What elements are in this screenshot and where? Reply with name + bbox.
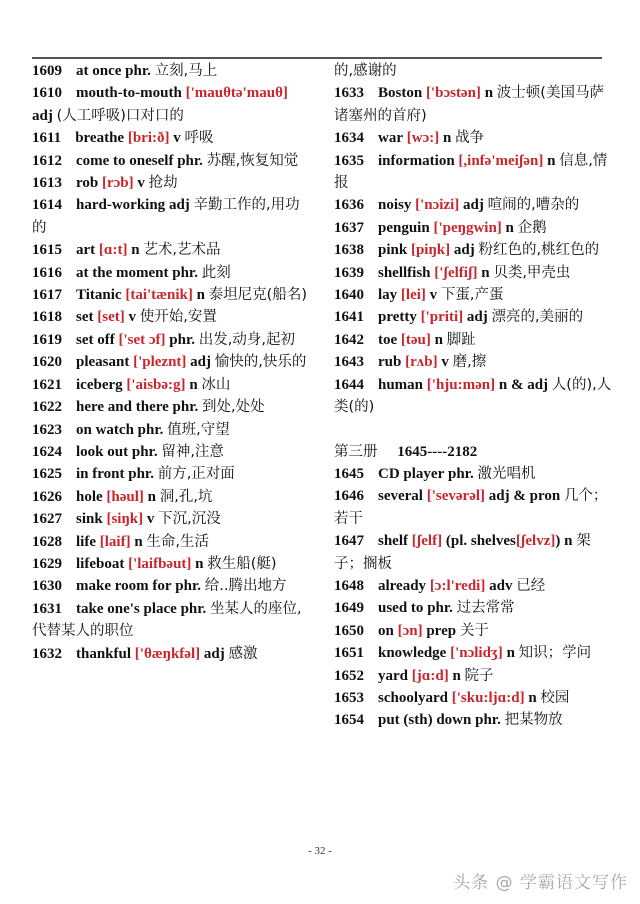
entry-meaning: 校园	[540, 689, 570, 706]
entry-meaning: 愉快的,快乐的	[214, 354, 307, 371]
entry-word: at once	[76, 63, 122, 79]
entry-part-of-speech: n	[442, 130, 452, 147]
entry-part-of-speech: n	[505, 219, 514, 236]
entry-phonetic: ['peŋgwin]	[433, 219, 502, 236]
entry-phonetic: [ʃelf]	[411, 533, 443, 550]
vocab-entry	[32, 60, 310, 82]
entry-meaning: 人(的),人类(的)	[334, 376, 612, 416]
entry-part-of-speech: phr.	[177, 152, 203, 169]
vocab-entry	[334, 306, 616, 328]
entry-meaning: 泰坦尼克(船名)	[208, 287, 307, 304]
entry-part-of-speech: adj	[466, 309, 488, 326]
entry-word: pretty	[378, 309, 417, 326]
entry-part-of-speech: adj & pron	[488, 488, 561, 505]
entry-meaning: 冰山	[201, 376, 231, 393]
vocab-entry	[334, 642, 616, 664]
entry-phonetic: ['bɔstən]	[425, 85, 481, 102]
entry-part-of-speech: phr.	[169, 331, 196, 348]
entry-phonetic: [,infə'meiʃən]	[458, 152, 544, 169]
entry-word: on	[378, 622, 394, 639]
continuation-text: 的,感谢的	[334, 63, 397, 79]
entry-meaning: 贝类,甲壳虫	[493, 264, 571, 281]
entry-word: art	[76, 242, 96, 259]
entry-number: 1631	[32, 600, 62, 617]
vocab-entry	[334, 284, 616, 306]
entry-number: 1629	[32, 555, 62, 572]
entry-part-of-speech: phr.	[175, 578, 201, 595]
entry-word: CD player	[378, 465, 445, 482]
entry-meaning: 救生船(艇)	[207, 555, 277, 572]
entry-part-of-speech: phr.	[172, 264, 198, 281]
left-column	[32, 60, 310, 665]
entry-part-of-speech: phr.	[448, 465, 474, 482]
entry-meaning: 给..腾出地方	[204, 578, 287, 595]
vocab-entry	[334, 262, 616, 284]
entry-number: 1636	[334, 197, 364, 214]
entry-meaning: 波士顿(美国马萨诸塞州的首府)	[334, 85, 604, 124]
entry-word: war	[378, 130, 403, 147]
entry-number: 1643	[334, 354, 364, 371]
entry-number: 1609	[32, 63, 62, 79]
entry-part-of-speech: n	[434, 331, 443, 348]
entry-phonetic: ['hju:mən]	[426, 376, 496, 393]
entry-number: 1626	[32, 488, 62, 505]
vocab-entry	[32, 575, 310, 597]
entry-part-of-speech: n	[196, 287, 205, 304]
entry-meaning: 下沉,沉没	[158, 511, 221, 528]
entry-meaning: 前方,正对面	[157, 466, 235, 483]
entry-part-of-speech: n	[189, 376, 198, 393]
vocab-entry	[334, 597, 616, 619]
vocab-entry	[32, 419, 310, 441]
entry-word: put (sth) down	[378, 712, 472, 729]
vocab-entry	[32, 374, 310, 396]
vocab-entry	[334, 217, 616, 239]
entry-word: pink	[378, 242, 408, 259]
entry-word: human	[378, 376, 424, 393]
entry-part-of-speech: n	[528, 689, 537, 706]
entry-number: 1649	[334, 600, 364, 617]
entry-meaning: 几个；若干	[334, 488, 608, 527]
entry-phonetic: ['mauθtə'mauθ]	[185, 85, 288, 102]
entry-word: lay	[378, 287, 398, 304]
entry-number: 1632	[32, 645, 62, 662]
vocab-entry	[32, 441, 310, 463]
vocab-entry	[334, 665, 616, 687]
entry-phonetic: [lei]	[400, 287, 426, 304]
entry-word: look out	[76, 443, 129, 460]
entry-phonetic: [bri:ð]	[127, 130, 170, 147]
entry-word: mouth-to-mouth	[76, 85, 182, 102]
entry-meaning: 抢劫	[148, 175, 178, 192]
entry-number: 1615	[32, 242, 62, 259]
entry-word: on watch	[76, 421, 134, 438]
entry-phonetic: ['laifbəut]	[128, 555, 192, 572]
entry-phonetic: [rʌb]	[405, 354, 438, 371]
entry-meaning: 苏醒,恢复知觉	[206, 152, 299, 169]
entry-part-of-speech: v	[173, 130, 181, 147]
entry-part-of-speech: adv	[489, 577, 513, 594]
entry-phonetic: [set]	[97, 309, 125, 326]
vocab-entry	[334, 374, 616, 419]
entry-meaning: 关于	[459, 622, 489, 639]
entry-word: shelf	[378, 533, 408, 550]
entry-number: 1635	[334, 152, 364, 169]
vocab-entry	[334, 530, 616, 575]
entry-meaning: 下蛋,产蛋	[440, 287, 504, 304]
entry-phonetic: [ɔn]	[397, 622, 423, 639]
entry-meaning: 喧闹的,嘈杂的	[487, 197, 580, 214]
vocab-entry	[334, 351, 616, 373]
entry-number: 1650	[334, 622, 364, 639]
entry-word: take one's place	[76, 600, 177, 617]
vocab-entry	[334, 194, 616, 216]
entry-word: hole	[76, 488, 103, 505]
entry-meaning: 立刻,马上	[154, 63, 218, 79]
entry-number: 1647	[334, 533, 364, 550]
entry-plural-close: )	[555, 533, 561, 550]
entry-number: 1654	[334, 712, 364, 729]
entry-phonetic: ['sku:ljɑ:d]	[451, 689, 525, 706]
entry-word: iceberg	[76, 376, 123, 393]
vocab-entry	[32, 172, 310, 194]
entry-number: 1627	[32, 511, 62, 528]
entry-meaning: 漂亮的,美丽的	[491, 309, 584, 326]
entry-number: 1619	[32, 331, 62, 348]
entry-meaning: 已经	[516, 577, 546, 594]
entry-part-of-speech: n	[547, 152, 556, 169]
entry-word: come to oneself	[76, 152, 174, 169]
vocab-entry	[334, 463, 616, 485]
entry-phonetic: ['pleznt]	[133, 354, 187, 371]
entry-number: 1622	[32, 399, 62, 416]
entry-part-of-speech: phr.	[172, 399, 199, 416]
entry-meaning: 企鹅	[517, 219, 547, 236]
entry-part-of-speech: n	[506, 645, 515, 662]
entry-number: 1638	[334, 242, 364, 259]
volume-range: 1645----2182	[397, 443, 478, 460]
entry-word: sink	[76, 511, 103, 528]
entry-part-of-speech: v	[146, 511, 155, 528]
vocab-entry	[32, 306, 310, 328]
vocab-entry	[334, 82, 616, 127]
volume-label: 第三册	[334, 443, 378, 460]
page-number: - 32 -	[308, 845, 332, 857]
entry-number: 1646	[334, 488, 364, 505]
watermark: 头条 @ 学霸语文写作	[453, 873, 628, 893]
entry-meaning: 此刻	[201, 264, 231, 281]
entry-number: 1642	[334, 331, 364, 348]
entry-meaning: 战争	[455, 130, 485, 147]
vocab-entry	[32, 463, 310, 485]
entry-phonetic: [piŋk]	[410, 242, 451, 259]
entry-phonetic: ['θæŋkfəl]	[134, 645, 201, 662]
entry-meaning: (人工呼吸)口对口的	[56, 107, 184, 124]
entry-part-of-speech: n	[564, 533, 573, 550]
vocab-entry	[32, 329, 310, 351]
entry-part-of-speech: v	[137, 175, 145, 192]
right-column	[334, 60, 616, 732]
entry-number: 1652	[334, 667, 364, 684]
entry-word: life	[76, 533, 96, 550]
entry-meaning: 激光唱机	[477, 465, 536, 482]
entry-phonetic: [wɔ:]	[406, 130, 440, 147]
entry-word: rob	[76, 175, 99, 192]
entry-part-of-speech: n	[147, 488, 157, 505]
entry-number: 1634	[334, 130, 364, 147]
entry-word: shellfish	[378, 264, 431, 281]
vocab-entry	[32, 643, 310, 665]
entry-word: in front	[76, 466, 125, 483]
entry-word: Titanic	[76, 287, 122, 304]
entry-meaning: 值班,守望	[167, 421, 230, 438]
entry-phonetic: [həul]	[106, 488, 144, 505]
vocab-entry	[334, 127, 616, 149]
entry-word: pleasant	[76, 354, 130, 371]
vocab-entry	[334, 239, 616, 261]
entry-phonetic: ['priti]	[420, 309, 464, 326]
vocab-entry	[32, 262, 310, 284]
entry-word: information	[378, 152, 455, 169]
entry-meaning: 院子	[464, 667, 494, 684]
entry-number: 1617	[32, 287, 62, 304]
entry-word: several	[378, 488, 423, 505]
entry-word: rub	[378, 354, 402, 371]
entry-word: lifeboat	[76, 555, 125, 572]
header-rule	[32, 57, 602, 59]
entry-phonetic: ['aisbə:g]	[126, 376, 186, 393]
entry-number: 1625	[32, 466, 62, 483]
entry-part-of-speech: v	[441, 354, 449, 371]
entry-phonetic: [təu]	[400, 331, 431, 348]
entry-meaning: 感激	[228, 645, 258, 662]
entry-word: yard	[378, 667, 408, 684]
entry-part-of-speech: phr.	[125, 63, 151, 79]
entry-phonetic: [rɔb]	[101, 175, 134, 192]
vocab-entry	[32, 82, 310, 127]
entry-part-of-speech: n	[452, 667, 461, 684]
entry-number: 1648	[334, 577, 364, 594]
entry-number: 1637	[334, 219, 364, 236]
vocab-entry	[32, 284, 310, 306]
entry-number: 1639	[334, 264, 364, 281]
entry-word: knowledge	[378, 645, 447, 662]
entry-phonetic: ['nɔizi]	[415, 197, 460, 214]
entry-part-of-speech: n & adj	[498, 376, 549, 393]
entry-meaning: 架子；搁板	[334, 533, 591, 572]
entry-number: 1633	[334, 85, 364, 102]
entry-part-of-speech: adj	[203, 645, 225, 662]
entry-phonetic: [ɑ:t]	[98, 242, 128, 259]
entry-meaning: 留神,注意	[161, 443, 224, 460]
vocab-entry	[32, 531, 310, 553]
entry-number: 1613	[32, 175, 62, 192]
vocab-entry	[334, 709, 616, 731]
entry-number: 1610	[32, 85, 62, 102]
entry-number: 1614	[32, 197, 62, 214]
entry-part-of-speech: n	[484, 85, 494, 102]
entry-part-of-speech: v	[128, 309, 136, 326]
vocab-entry	[334, 485, 616, 530]
entry-meaning: 生命,生活	[146, 533, 210, 550]
entry-phonetic: ['set ɔf]	[118, 331, 166, 348]
entry-word: set	[76, 309, 94, 326]
entry-part-of-speech: adj	[32, 107, 53, 124]
entry-meaning: 辛勤工作的,用功的	[32, 197, 300, 236]
entry-meaning: 过去常常	[456, 600, 515, 617]
vocab-entry	[32, 351, 310, 373]
entry-meaning: 把某物放	[504, 712, 563, 729]
entry-number: 1612	[32, 152, 62, 169]
entry-phonetic: ['nɔlidʒ]	[450, 645, 503, 662]
entry-part-of-speech: phr.	[137, 421, 164, 438]
entry-meaning: 磨,擦	[452, 354, 487, 371]
entry-part-of-speech: n	[131, 242, 140, 259]
vocab-entry	[32, 150, 310, 172]
entry-word: hard-working	[76, 197, 166, 214]
entry-number: 1611	[32, 130, 62, 147]
entry-part-of-speech: adj	[168, 197, 190, 214]
vocab-entry	[32, 127, 310, 149]
entry-word: penguin	[378, 219, 430, 236]
entry-part-of-speech: adj	[453, 242, 475, 259]
entry-number: 1644	[334, 376, 364, 393]
entry-part-of-speech: phr.	[131, 443, 158, 460]
entry-meaning: 粉红色的,桃红色的	[478, 242, 600, 259]
entry-meaning: 呼吸	[184, 130, 214, 147]
vocab-entry	[32, 598, 310, 643]
entry-word: breathe	[75, 130, 125, 147]
entry-number: 1618	[32, 309, 62, 326]
entry-word: already	[378, 577, 427, 594]
entry-plural-phonetic: [ʃelvz]	[515, 533, 556, 550]
entry-meaning: 坐某人的座位,代替某人的职位	[32, 600, 302, 640]
entry-word: set off	[76, 331, 115, 348]
entry-meaning: 出发,动身,起初	[198, 331, 295, 348]
entries-after-section	[334, 463, 616, 732]
vocab-entry	[32, 508, 310, 530]
entry-meaning: 艺术,艺术品	[143, 242, 221, 259]
entry-part-of-speech: phr.	[180, 600, 207, 617]
vocab-entry	[32, 194, 310, 239]
entries-before-section	[334, 82, 616, 418]
entry-meaning: 知识；学问	[518, 645, 592, 662]
entry-word: thankful	[76, 645, 132, 662]
entry-number: 1616	[32, 264, 62, 281]
entry-part-of-speech: n	[134, 533, 143, 550]
entry-number: 1630	[32, 578, 62, 595]
entry-part-of-speech: prep	[426, 622, 457, 639]
entry-phonetic: [laif]	[99, 533, 131, 550]
vocab-entry	[334, 687, 616, 709]
entry-part-of-speech: phr.	[128, 466, 154, 483]
entry-word: make room for	[76, 578, 172, 595]
entry-number: 1624	[32, 443, 62, 460]
volume-section-heading	[334, 441, 616, 463]
entry-word: used to	[378, 600, 424, 617]
entry-number: 1620	[32, 354, 62, 371]
vocab-entry	[334, 329, 616, 351]
entry-number: 1645	[334, 465, 364, 482]
entry-plural: (pl. shelves	[445, 533, 516, 550]
entry-number: 1621	[32, 376, 62, 393]
entry-number: 1651	[334, 645, 364, 662]
entry-number: 1628	[32, 533, 62, 550]
vocab-entry	[334, 150, 616, 195]
entry-word: noisy	[378, 197, 412, 214]
entry-part-of-speech: phr.	[475, 712, 501, 729]
entry-part-of-speech: adj	[463, 197, 484, 214]
entry-phonetic: [jɑ:d]	[411, 667, 449, 684]
entry-number: 1653	[334, 689, 364, 706]
entry-part-of-speech: n	[195, 555, 204, 572]
entry-phonetic: ['sevərəl]	[426, 488, 486, 505]
entry-number: 1640	[334, 287, 364, 304]
entry-word: Boston	[378, 85, 423, 102]
entry-word: schoolyard	[378, 689, 449, 706]
entry-meaning: 信息,情报	[334, 152, 608, 192]
vocab-entry	[334, 620, 616, 642]
entry-phonetic: [tai'tænik]	[125, 287, 193, 304]
entry-meaning: 脚趾	[446, 331, 476, 348]
entry-part-of-speech: adj	[190, 354, 212, 371]
entry-phonetic: [ɔ:l'redi]	[429, 577, 486, 594]
entry-number: 1641	[334, 309, 364, 326]
entry-word: toe	[378, 331, 398, 348]
entry-meaning: 到处,处处	[202, 399, 265, 416]
vocab-entry	[32, 239, 310, 261]
entry-phonetic: [siŋk]	[106, 511, 144, 528]
entry-meaning: 使开始,安置	[139, 309, 217, 326]
vocab-entry	[32, 396, 310, 418]
entry-number: 1623	[32, 421, 62, 438]
entry-word: here and there	[76, 399, 169, 416]
entry-meaning: 洞,孔,坑	[159, 488, 213, 505]
entry-word: at the moment	[76, 264, 169, 281]
vocab-entry	[32, 486, 310, 508]
entry-part-of-speech: phr.	[427, 600, 453, 617]
vocab-entry	[32, 553, 310, 575]
entry-part-of-speech: n	[481, 264, 490, 281]
entry-phonetic: ['ʃelfiʃ]	[434, 264, 478, 281]
entry-part-of-speech: v	[429, 287, 438, 304]
vocab-entry	[334, 575, 616, 597]
